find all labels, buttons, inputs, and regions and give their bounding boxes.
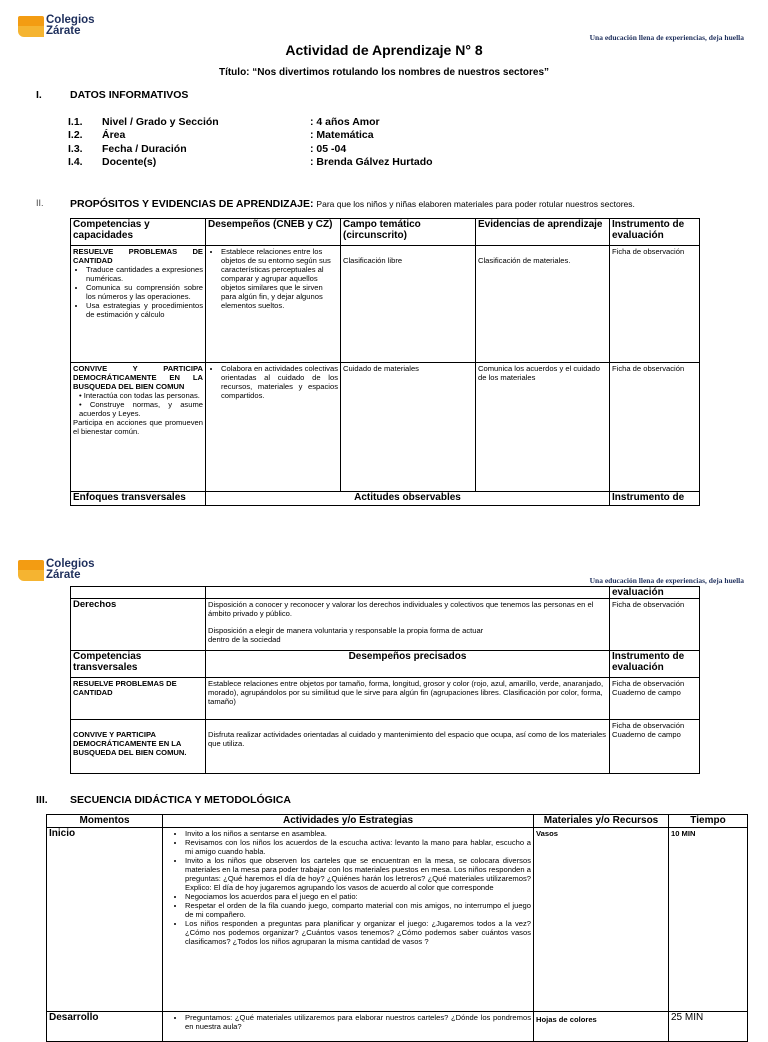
attitude-text: dentro de la sociedad	[208, 635, 281, 644]
time-cell: 10 MIN	[669, 828, 748, 1012]
competency-cell	[71, 363, 206, 492]
section-1-title: DATOS INFORMATIVOS	[70, 89, 189, 101]
section-2-title: PROPÓSITOS Y EVIDENCIAS DE APRENDIZAJE:	[70, 198, 314, 210]
evidence-cell: Clasificación de materiales.	[476, 246, 610, 363]
activity-item: • Respetar el orden de la fila cuando juego, comparto material con mis amigos, no interrumpo el juego de mi compañero.	[185, 901, 531, 919]
info-value: : 4 años Amor	[310, 116, 380, 128]
col-header: Evidencias de aprendizaje	[476, 219, 610, 246]
col-header: Actividades y/o Estrategias	[163, 815, 534, 828]
page-subtitle	[0, 67, 768, 78]
moment-label: Inicio	[47, 828, 163, 1012]
school-logo	[18, 560, 95, 582]
info-label: Nivel / Grado y Sección	[102, 116, 219, 128]
col-header: Tiempo	[669, 815, 748, 828]
subtitle-label: Título:	[218, 67, 250, 78]
footer-header: Instrumento de	[610, 492, 700, 506]
instrument-cell: Ficha de observación Cuaderno de campo	[610, 678, 700, 720]
attitudes-cell	[206, 599, 610, 651]
col-header: Instrumento de evaluación	[610, 219, 700, 246]
table-footer-row	[71, 492, 700, 506]
footer-header: Enfoques transversales	[71, 492, 206, 506]
competency-title: CONVIVE Y PARTICIPA DEMOCRÁTICAMENTE EN LA BUSQUEDA DEL BIEN COMUN	[73, 364, 203, 391]
table-header-row	[71, 651, 700, 678]
activities-cell	[163, 828, 534, 1012]
capacity-item: • Usa estrategias y procedimientos de estimación y cálculo	[86, 301, 203, 319]
brand-line2: Zárate	[46, 569, 81, 581]
activity-item: • Negociamos los acuerdos para el juego en el patio:	[185, 892, 531, 901]
brand-line1: Colegios	[46, 558, 95, 570]
school-logo	[18, 16, 95, 38]
col-header: Campo temático (circunscrito)	[341, 219, 476, 246]
competencies-table	[70, 218, 700, 506]
info-label: Docente(s)	[102, 156, 157, 168]
topic-cell: Clasificación libre	[341, 246, 476, 363]
col-header: Momentos	[47, 815, 163, 828]
col-header: Instrumento de evaluación	[610, 651, 700, 678]
sequence-table	[46, 814, 748, 1042]
performance-cell: Disfruta realizar actividades orientadas al cuidado y mantenimiento del espacio que ocupa, así como de los materiales que utiliza.	[206, 720, 610, 774]
activity-item: • Preguntamos: ¿Qué materiales utilizaremos para elaborar nuestros carteles? ¿Dónde los pondremos en nuestra aula?	[185, 1013, 531, 1031]
col-header: evaluación	[610, 587, 700, 599]
activity-item: • Revisamos con los niños los acuerdos de la escucha activa: levanto la mano para hablar, escucho a mi amigo cuando habla.	[185, 838, 531, 856]
col-header: Competencias transversales	[71, 651, 206, 678]
table-row	[71, 599, 700, 651]
brand-line2: Zárate	[46, 25, 81, 37]
instrument-cell: Ficha de observación	[610, 599, 700, 651]
table-row	[71, 363, 700, 492]
table-header-row	[71, 219, 700, 246]
performance-cell	[206, 363, 341, 492]
activities-cell	[163, 1012, 534, 1042]
table-row	[71, 720, 700, 774]
capacity-text: Interactúa con todas las personas.	[83, 391, 200, 400]
evidence-cell: Comunica los acuerdos y el cuidado de los materiales	[476, 363, 610, 492]
col-header: Desempeños (CNEB y CZ)	[206, 219, 341, 246]
materials-cell: Vasos	[534, 828, 669, 1012]
instrument-cell: Ficha de observación	[610, 363, 700, 492]
section-2-number: II.	[36, 198, 44, 208]
info-value: : Matemática	[310, 129, 374, 141]
col-header: Desempeños precisados	[206, 651, 610, 678]
attitude-text: Disposición a conocer y reconocer y valorar los derechos individuales y colectivos que tenemos las personas en el ámbito privado y público.	[208, 600, 594, 618]
logo-mark-icon	[18, 560, 46, 582]
moment-label: Desarrollo	[47, 1012, 163, 1042]
activity-item: • Los niños responden a preguntas para planificar y organizar el juego: ¿Jugaremos todos a la vez? ¿Cómo nos podemos organizar? ¿Cuántos vasos tenemos? ¿Cómo podemos saber cuántos vasos clasificamos? ¿Todos los niños agruparan la misma cantidad de vasos ?	[185, 919, 531, 946]
performance-item: • Colabora en actividades colectivas orientadas al cuidado de los recursos, materiales y espacios compartidos.	[221, 364, 338, 400]
participation-text: Participa en acciones que promueven el bienestar común.	[73, 418, 203, 436]
info-num: I.2.	[68, 129, 83, 141]
performance-item: • Establece relaciones entre los objetos de su entorno según sus características perceptuales al comparar y agrupar aquellos objetos similares que le sirven para algún fin, y dejar algunos elementos sueltos.	[221, 247, 338, 310]
subtitle-text: “Nos divertimos rotulando los nombres de nuestros sectores”	[252, 67, 550, 78]
performance-cell	[206, 246, 341, 363]
section-1-number: I.	[36, 89, 42, 101]
performance-cell: Establece relaciones entre objetos por tamaño, forma, longitud, grosor y color (rojo, azul, amarillo, verde, anaranjado, morado), agrupándolos por su similitud que le sirve para algún fin (agrupaciones libres. Clasificación por color, forma, tamaño)	[206, 678, 610, 720]
brand-line1: Colegios	[46, 14, 95, 26]
table-row	[71, 246, 700, 363]
attitude-text: Disposición a elegir de manera voluntaria y responsable la propia forma de actuar	[208, 626, 484, 635]
section-2-purpose: Para que los niños y niñas elaboren materiales para poder rotular nuestros sectores.	[316, 199, 635, 209]
transversal-table	[70, 586, 700, 774]
school-tagline: Una educación llena de experiencias, deja huella	[589, 33, 744, 42]
materials-cell: Hojas de colores	[534, 1012, 669, 1042]
competency-title: RESUELVE PROBLEMAS DE CANTIDAD	[73, 247, 203, 265]
col-header: Competencias y capacidades	[71, 219, 206, 246]
info-num: I.3.	[68, 143, 83, 155]
capacity-item: • Traduce cantidades a expresiones numéricas.	[86, 265, 203, 283]
school-tagline: Una educación llena de experiencias, deja huella	[589, 576, 744, 585]
info-value: : Brenda Gálvez Hurtado	[310, 156, 433, 168]
table-row	[47, 1012, 748, 1042]
info-num: I.1.	[68, 116, 83, 128]
page-title: Actividad de Aprendizaje N° 8	[285, 42, 483, 58]
empty-cell	[71, 587, 206, 599]
time-cell: 25 MIN	[669, 1012, 748, 1042]
info-label: Área	[102, 129, 126, 141]
activity-item: • Invito a los niños que observen los carteles que se encuentran en la mesa, se colocara diversos materiales en la mesa para poder trabajar con los materiales puestos en mesa. Los niños responden a preguntas: ¿Qué haremos el día de hoy? ¿Quiénes harán los letreros? ¿Qué materiales utilizaremos? Explico: El día de hoy jugaremos agrupando los vasos de acuerdo al color que corresponde	[185, 856, 531, 892]
empty-cell	[206, 587, 610, 599]
competency-cell	[71, 246, 206, 363]
capacity-item: • Construye normas, y asume acuerdos y Leyes.	[79, 400, 203, 418]
topic-cell: Cuidado de materiales	[341, 363, 476, 492]
table-header-row	[47, 815, 748, 828]
table-row	[71, 678, 700, 720]
instrument-cell: Ficha de observación Cuaderno de campo	[610, 720, 700, 774]
table-row	[47, 828, 748, 1012]
info-label: Fecha / Duración	[102, 143, 187, 155]
capacity-text: Construye normas, y asume acuerdos y Leyes.	[79, 400, 203, 418]
competency-cell: RESUELVE PROBLEMAS DE CANTIDAD	[71, 678, 206, 720]
competency-cell: CONVIVE Y PARTICIPA DEMOCRÁTICAMENTE EN LA BUSQUEDA DEL BIEN COMUN.	[71, 720, 206, 774]
footer-header: Actitudes observables	[206, 492, 610, 506]
info-num: I.4.	[68, 156, 83, 168]
capacity-item: • Comunica su comprensión sobre los números y las operaciones.	[86, 283, 203, 301]
activity-item: • Invito a los niños a sentarse en asamblea.	[185, 829, 531, 838]
info-value: : 05 -04	[310, 143, 347, 155]
col-header: Materiales y/o Recursos	[534, 815, 669, 828]
table-row	[71, 587, 700, 599]
approach-label: Derechos	[71, 599, 206, 651]
instrument-cell: Ficha de observación	[610, 246, 700, 363]
logo-mark-icon	[18, 16, 46, 38]
capacity-item: • Interactúa con todas las personas.	[79, 391, 200, 400]
section-3-number: III.	[36, 794, 48, 806]
section-3-title: SECUENCIA DIDÁCTICA Y METODOLÓGICA	[70, 794, 291, 806]
